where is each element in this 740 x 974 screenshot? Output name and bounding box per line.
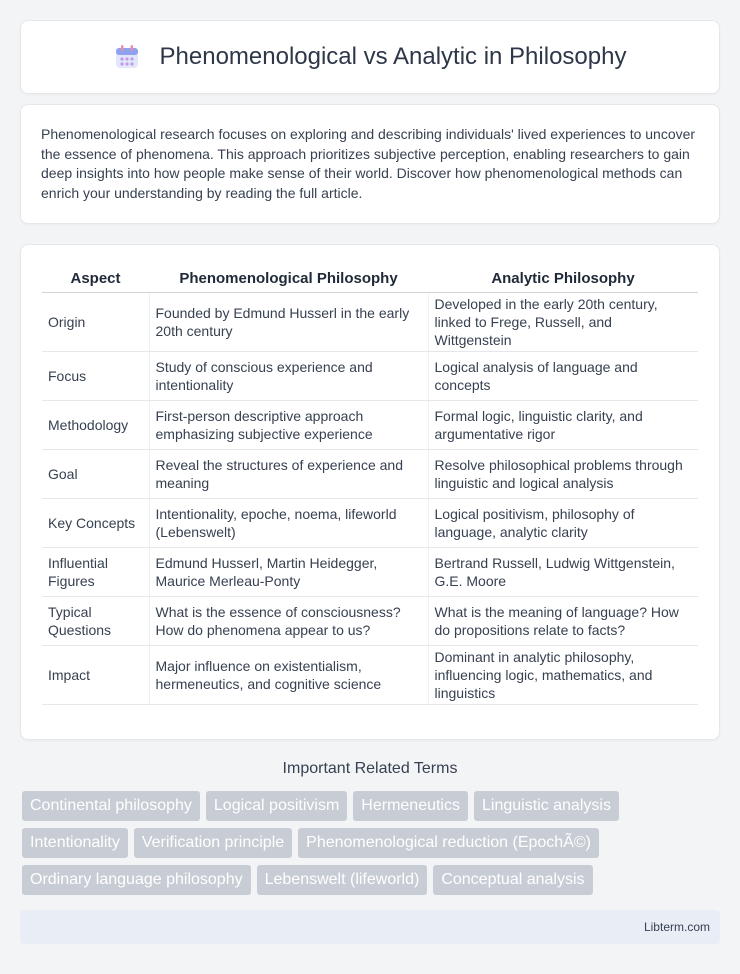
tag-intentionality[interactable]: Intentionality (22, 828, 128, 858)
tag-lebenswelt[interactable]: Lebenswelt (lifeworld) (257, 865, 428, 895)
cell-aspect: Impact (42, 645, 149, 704)
table-row (42, 547, 698, 596)
comparison-table (42, 265, 698, 705)
table-row (42, 292, 698, 351)
column-header-analytic: Analytic Philosophy (428, 265, 698, 292)
cell-analytic: Logical analysis of language and concepts (428, 351, 698, 400)
intro-text: Phenomenological research focuses on exploring and describing individuals' lived experiences to uncover the essence of phenomena. This approach prioritizes subjective perception, enabling researchers to gain deep insights into how people make sense of their world. Discover how phenomenological methods can enrich your understanding by reading the full article. (41, 126, 696, 201)
tag-conceptual-analysis[interactable]: Conceptual analysis (433, 865, 592, 895)
cell-aspect: Key Concepts (42, 498, 149, 547)
table-header-row (42, 265, 698, 292)
column-header-phenomenological: Phenomenological Philosophy (149, 265, 428, 292)
cell-analytic: Developed in the early 20th century, linked to Frege, Russell, and Wittgenstein (428, 292, 698, 351)
cell-phenomenological: Intentionality, epoche, noema, lifeworld (Lebenswelt) (149, 498, 428, 547)
header-card (20, 20, 720, 94)
tag-phenomenological-reduction[interactable]: Phenomenological reduction (EpochÃ©) (298, 828, 599, 858)
tag-linguistic-analysis[interactable]: Linguistic analysis (474, 791, 619, 821)
cell-analytic: Formal logic, linguistic clarity, and argumentative rigor (428, 400, 698, 449)
cell-aspect: Influential Figures (42, 547, 149, 596)
calendar-icon (114, 44, 140, 70)
table-row (42, 351, 698, 400)
cell-analytic: Dominant in analytic philosophy, influencing logic, mathematics, and linguistics (428, 645, 698, 704)
cell-phenomenological: What is the essence of consciousness? How do phenomena appear to us? (149, 596, 428, 645)
tag-continental-philosophy[interactable]: Continental philosophy (22, 791, 200, 821)
tag-logical-positivism[interactable]: Logical positivism (206, 791, 347, 821)
cell-phenomenological: Study of conscious experience and intentionality (149, 351, 428, 400)
cell-analytic: Bertrand Russell, Ludwig Wittgenstein, G.E. Moore (428, 547, 698, 596)
tag-hermeneutics[interactable]: Hermeneutics (353, 791, 468, 821)
cell-phenomenological: Reveal the structures of experience and meaning (149, 449, 428, 498)
related-terms-title: Important Related Terms (282, 760, 458, 777)
cell-analytic: Resolve philosophical problems through linguistic and logical analysis (428, 449, 698, 498)
cell-aspect: Origin (42, 292, 149, 351)
cell-phenomenological: Major influence on existentialism, hermeneutics, and cognitive science (149, 645, 428, 704)
table-row (42, 645, 698, 704)
table-row (42, 400, 698, 449)
cell-analytic: Logical positivism, philosophy of language, analytic clarity (428, 498, 698, 547)
intro-card (20, 104, 720, 224)
column-header-aspect: Aspect (42, 265, 149, 292)
footer-site-link[interactable]: Libterm.com (643, 920, 710, 934)
tag-ordinary-language-philosophy[interactable]: Ordinary language philosophy (22, 865, 251, 895)
cell-phenomenological: Founded by Edmund Husserl in the early 20th century (149, 292, 428, 351)
table-row (42, 498, 698, 547)
cell-aspect: Typical Questions (42, 596, 149, 645)
cell-aspect: Goal (42, 449, 149, 498)
related-terms-list (22, 791, 722, 895)
table-row (42, 449, 698, 498)
tag-verification-principle[interactable]: Verification principle (134, 828, 292, 858)
page-title: Phenomenological vs Analytic in Philosophy (159, 43, 627, 70)
table-row (42, 596, 698, 645)
comparison-card (20, 244, 720, 740)
cell-aspect: Focus (42, 351, 149, 400)
cell-analytic: What is the meaning of language? How do propositions relate to facts? (428, 596, 698, 645)
footer (20, 910, 720, 944)
cell-aspect: Methodology (42, 400, 149, 449)
cell-phenomenological: Edmund Husserl, Martin Heidegger, Maurice Merleau-Ponty (149, 547, 428, 596)
cell-phenomenological: First-person descriptive approach emphasizing subjective experience (149, 400, 428, 449)
